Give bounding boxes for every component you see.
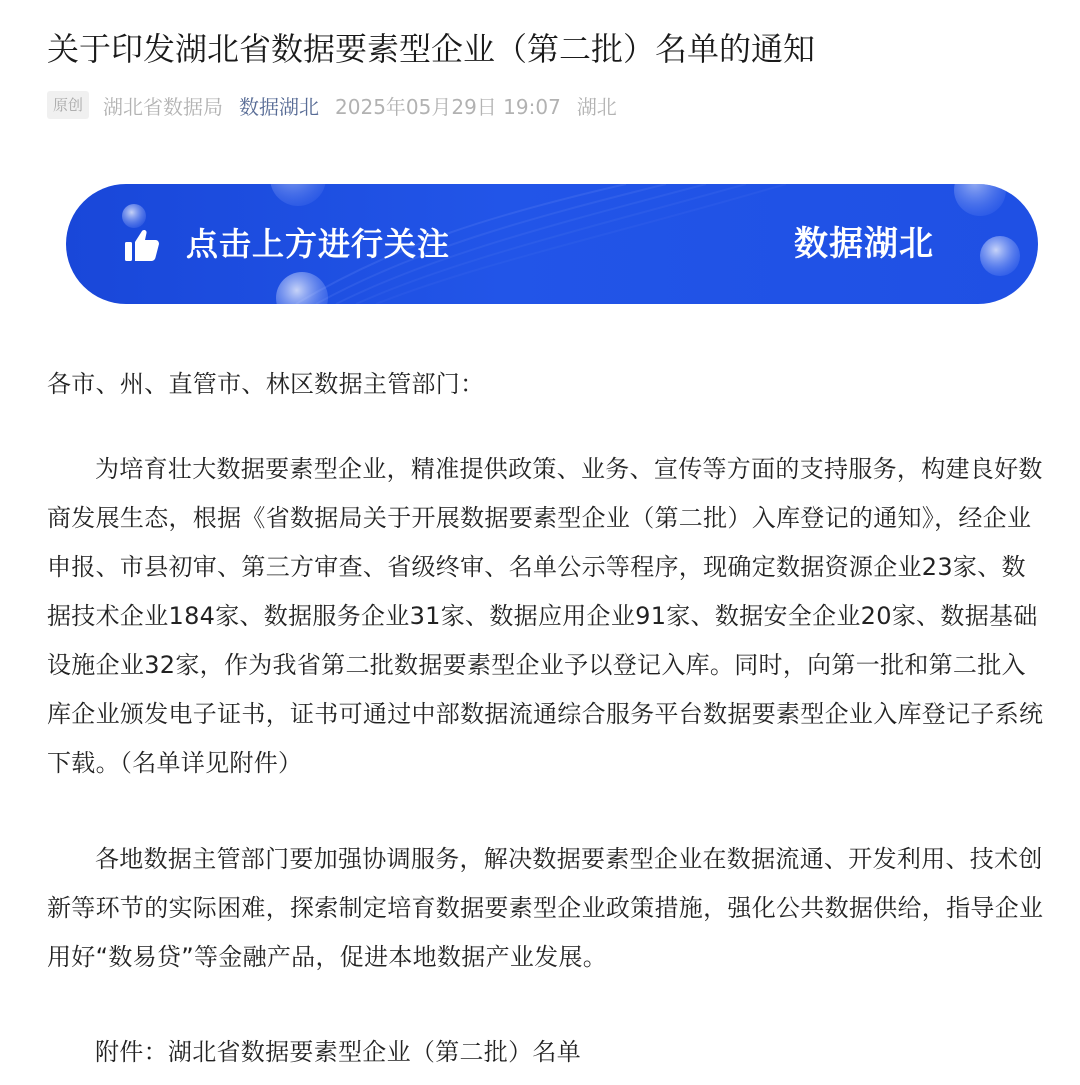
brand-name: 数据湖北 [794, 224, 934, 264]
salutation: 各市、州、直管市、林区数据主管部门： [47, 370, 485, 398]
article-title: 关于印发湖北省数据要素型企业（第二批）名单的通知 [47, 30, 816, 68]
attachment-line: 附件：湖北省数据要素型企业（第二批）名单 [95, 1038, 581, 1066]
follow-text: 点击上方进行关注 [186, 225, 451, 263]
publish-time: 2025年05月29日 19:07 [335, 94, 561, 119]
original-badge: 原创 [47, 91, 89, 119]
body-paragraph-2: 各地数据主管部门要加强协调服务，解决数据要素型企业在数据流通、开发利用、技术创新等环节的实际困难，探索制定培育数据要素型企业政策措施，强化公共数据供给，指导企业用好“数易贷”等金融产品，促进本地数据产业发展。 [47, 845, 1044, 971]
thumbs-up-icon [124, 228, 160, 262]
publish-location: 湖北 [576, 94, 617, 119]
account-link[interactable]: 数据湖北 [239, 94, 320, 119]
body-paragraph-1: 为培育壮大数据要素型企业，精准提供政策、业务、宣传等方面的支持服务，构建良好数商发展生态，根据《省数据局关于开展数据要素型企业（第二批）入库登记的通知》，经企业申报、市县初审、第三方审查、省级终审、名单公示等程序，现确定数据资源企业23家、数据技术企业184家、数据服务企业31家、数据应用企业91家、数据安全企业20家、数据基础设施企业32家，作为我省第二批数据要素型企业予以登记入库。同时，向第一批和第二批入库企业颁发电子证书，证书可通过中部数据流通综合服务平台数据要素型企业入库登记子系统下载。（名单详见附件） [47, 455, 1044, 777]
article-meta [47, 90, 617, 120]
follow-banner[interactable] [66, 184, 1038, 304]
author-name: 湖北省数据局 [103, 94, 224, 119]
